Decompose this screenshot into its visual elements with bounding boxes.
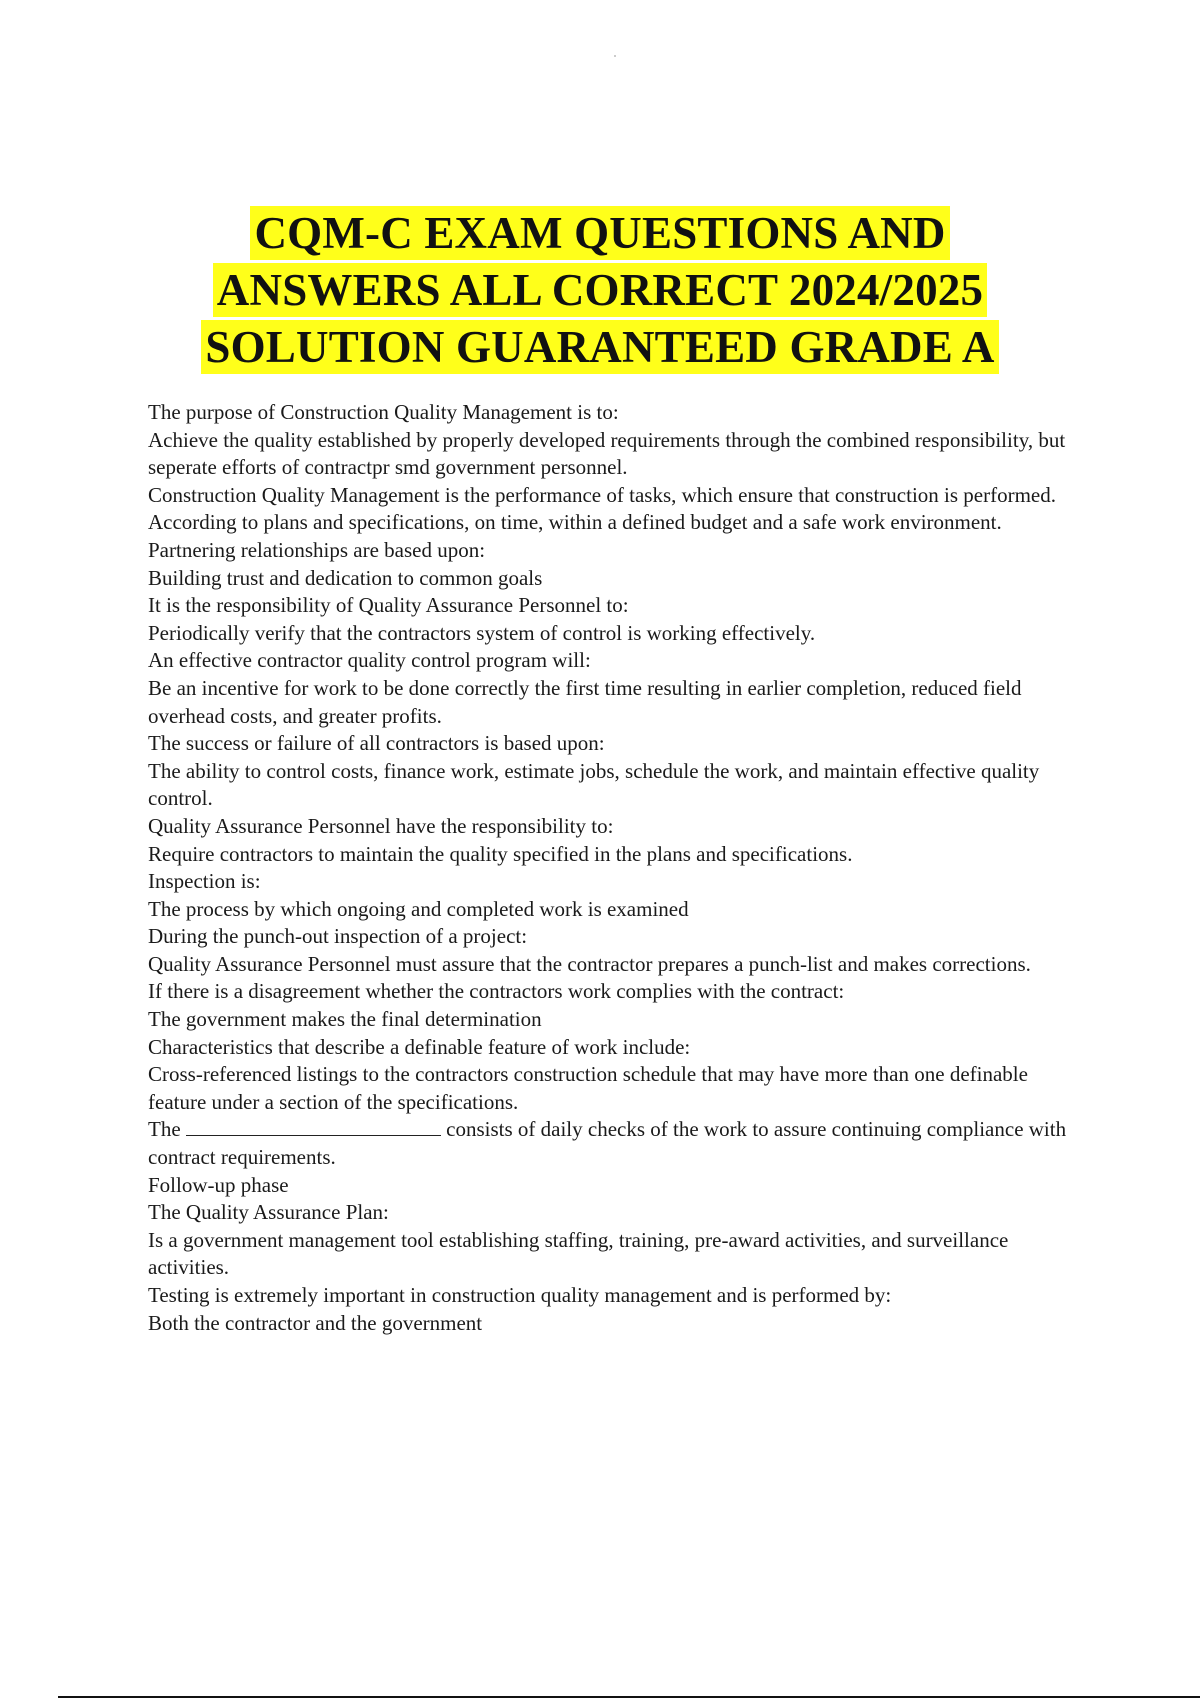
title-line-3: SOLUTION GUARANTEED GRADE A: [0, 319, 1200, 376]
body-line: Both the contractor and the government: [148, 1310, 483, 1335]
body-line: The success or failure of all contractors is based upon:: [148, 731, 605, 756]
body-line: During the punch-out inspection of a project:: [148, 924, 528, 949]
body-line: Quality Assurance Personnel have the responsibility to:: [148, 813, 614, 838]
body-line: Cross-referenced listings to the contractors construction schedule that may have more than one definable feature under a section of the specifications.: [148, 1062, 1028, 1114]
footer-rule: [58, 1696, 1200, 1698]
body-line: It is the responsibility of Quality Assurance Personnel to:: [148, 593, 629, 618]
document-title: [0, 205, 1200, 376]
body-line: The government makes the final determination: [148, 1007, 542, 1032]
answer-blank: [186, 1117, 441, 1136]
body-line: Testing is extremely important in construction quality management and is performed by:: [148, 1283, 892, 1307]
body-line: Construction Quality Management is the performance of tasks, which ensure that construction is performed.: [148, 482, 1057, 507]
body-line: Is a government management tool establishing staffing, training, pre-award activities, and surveillance activities.: [148, 1227, 1009, 1280]
blank-suffix: consists of daily checks of the work to assure continuing compliance with contract requirements.: [148, 1117, 1067, 1170]
body-line: Be an incentive for work to be done correctly the first time resulting in earlier completion, reduced field overhead costs, and greater profits.: [148, 675, 1022, 728]
body-line: Periodically verify that the contractors system of control is working effectively.: [148, 620, 816, 645]
title-line-1: CQM-C EXAM QUESTIONS AND: [0, 205, 1200, 262]
body-line: The ability to control costs, finance work, estimate jobs, schedule the work, and maintain effective quality control.: [148, 758, 1040, 811]
body-line: The process by which ongoing and completed work is examined: [148, 896, 689, 921]
body-line: The Quality Assurance Plan:: [148, 1200, 389, 1225]
document-body: [148, 399, 1088, 1337]
body-line: Inspection is:: [148, 869, 261, 894]
body-line: If there is a disagreement whether the contractors work complies with the contract:: [148, 979, 845, 1004]
blank-prefix: The: [148, 1117, 181, 1142]
body-line: The purpose of Construction Quality Management is to:: [148, 400, 619, 424]
body-line: Require contractors to maintain the quality specified in the plans and specifications.: [148, 841, 853, 866]
fill-in-blank-question: [148, 1116, 1088, 1171]
scan-dot: [614, 55, 616, 57]
body-line: Characteristics that describe a definable feature of work include:: [148, 1034, 691, 1059]
body-line: Follow-up phase: [148, 1172, 289, 1197]
body-line: An effective contractor quality control program will:: [148, 648, 591, 673]
body-line: Quality Assurance Personnel must assure that the contractor prepares a punch-list and makes corrections.: [148, 951, 1031, 976]
body-line: Partnering relationships are based upon:: [148, 537, 486, 562]
body-line: Achieve the quality established by properly developed requirements through the combined responsibility, but seperate efforts of contractpr smd government personnel.: [148, 427, 1066, 480]
body-line: According to plans and specifications, on time, within a defined budget and a safe work environment.: [148, 510, 1002, 535]
title-line-2: ANSWERS ALL CORRECT 2024/2025: [0, 262, 1200, 319]
body-line: Building trust and dedication to common goals: [148, 565, 543, 590]
